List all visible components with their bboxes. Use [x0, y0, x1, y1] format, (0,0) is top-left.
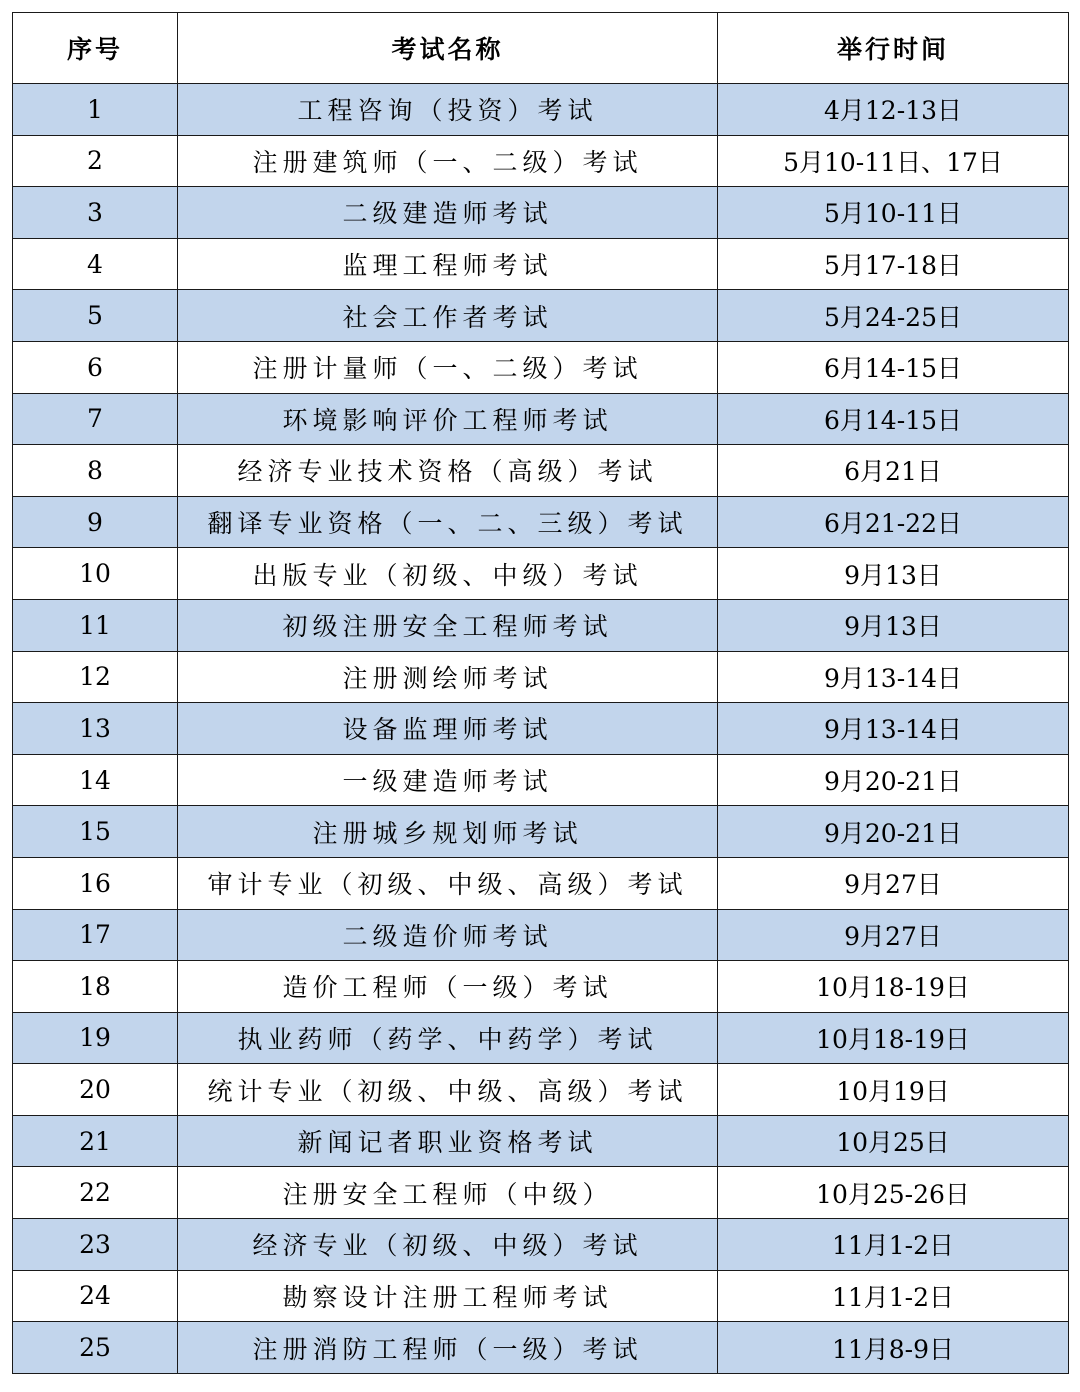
row-exam-name: 注册测绘师考试 [178, 651, 718, 703]
row-exam-name: 注册安全工程师（中级） [178, 1167, 718, 1219]
row-number: 24 [13, 1270, 178, 1322]
header-exam-date: 举行时间 [718, 13, 1069, 84]
table-row [13, 703, 1069, 755]
row-number: 9 [13, 496, 178, 548]
row-exam-date: 9月13日 [718, 548, 1069, 600]
row-number: 17 [13, 909, 178, 961]
table-row [13, 1219, 1069, 1271]
table-row [13, 290, 1069, 342]
row-exam-name: 注册城乡规划师考试 [178, 806, 718, 858]
row-exam-date: 10月18-19日 [718, 1012, 1069, 1064]
table-row [13, 961, 1069, 1013]
row-exam-date: 6月14-15日 [718, 393, 1069, 445]
row-exam-date: 6月14-15日 [718, 341, 1069, 393]
table-row [13, 548, 1069, 600]
row-number: 11 [13, 599, 178, 651]
row-exam-name: 二级造价师考试 [178, 909, 718, 961]
row-exam-date: 9月13-14日 [718, 651, 1069, 703]
row-number: 5 [13, 290, 178, 342]
row-exam-name: 二级建造师考试 [178, 187, 718, 239]
row-exam-date: 10月25日 [718, 1115, 1069, 1167]
row-number: 20 [13, 1064, 178, 1116]
row-exam-date: 9月20-21日 [718, 754, 1069, 806]
table-row [13, 1270, 1069, 1322]
row-exam-name: 初级注册安全工程师考试 [178, 599, 718, 651]
row-number: 6 [13, 341, 178, 393]
row-exam-date: 11月8-9日 [718, 1322, 1069, 1374]
row-exam-name: 环境影响评价工程师考试 [178, 393, 718, 445]
row-exam-name: 工程咨询（投资）考试 [178, 84, 718, 136]
row-exam-name: 勘察设计注册工程师考试 [178, 1270, 718, 1322]
row-exam-name: 经济专业技术资格（高级）考试 [178, 445, 718, 497]
table-row [13, 393, 1069, 445]
row-exam-date: 5月10-11日、17日 [718, 135, 1069, 187]
row-number: 25 [13, 1322, 178, 1374]
table-row [13, 909, 1069, 961]
row-exam-name: 监理工程师考试 [178, 238, 718, 290]
header-number: 序号 [13, 13, 178, 84]
row-exam-date: 5月17-18日 [718, 238, 1069, 290]
row-number: 18 [13, 961, 178, 1013]
row-exam-date: 5月24-25日 [718, 290, 1069, 342]
row-number: 2 [13, 135, 178, 187]
table-row [13, 754, 1069, 806]
row-exam-date: 6月21-22日 [718, 496, 1069, 548]
row-exam-date: 6月21日 [718, 445, 1069, 497]
table-row [13, 84, 1069, 136]
row-exam-name: 执业药师（药学、中药学）考试 [178, 1012, 718, 1064]
row-exam-name: 注册建筑师（一、二级）考试 [178, 135, 718, 187]
row-exam-date: 11月1-2日 [718, 1219, 1069, 1271]
table-row [13, 187, 1069, 239]
row-exam-name: 翻译专业资格（一、二、三级）考试 [178, 496, 718, 548]
row-exam-name: 经济专业（初级、中级）考试 [178, 1219, 718, 1271]
table-row [13, 599, 1069, 651]
row-exam-name: 设备监理师考试 [178, 703, 718, 755]
row-exam-date: 10月19日 [718, 1064, 1069, 1116]
row-exam-name: 造价工程师（一级）考试 [178, 961, 718, 1013]
row-exam-name: 新闻记者职业资格考试 [178, 1115, 718, 1167]
table-row [13, 651, 1069, 703]
exam-schedule-table [12, 12, 1069, 1374]
table-body [13, 84, 1069, 1374]
row-number: 16 [13, 857, 178, 909]
row-exam-date: 5月10-11日 [718, 187, 1069, 239]
table-row [13, 135, 1069, 187]
table-header-row [13, 13, 1069, 84]
row-exam-date: 10月18-19日 [718, 961, 1069, 1013]
row-number: 12 [13, 651, 178, 703]
row-exam-date: 9月20-21日 [718, 806, 1069, 858]
table-row [13, 1322, 1069, 1374]
row-exam-date: 4月12-13日 [718, 84, 1069, 136]
row-exam-name: 注册计量师（一、二级）考试 [178, 341, 718, 393]
row-exam-date: 10月25-26日 [718, 1167, 1069, 1219]
row-exam-name: 出版专业（初级、中级）考试 [178, 548, 718, 600]
row-number: 7 [13, 393, 178, 445]
row-number: 22 [13, 1167, 178, 1219]
row-number: 8 [13, 445, 178, 497]
row-number: 15 [13, 806, 178, 858]
table-row [13, 341, 1069, 393]
row-exam-date: 9月27日 [718, 909, 1069, 961]
row-exam-date: 9月13日 [718, 599, 1069, 651]
table-row [13, 496, 1069, 548]
row-number: 14 [13, 754, 178, 806]
table-row [13, 445, 1069, 497]
row-exam-date: 9月27日 [718, 857, 1069, 909]
row-exam-name: 注册消防工程师（一级）考试 [178, 1322, 718, 1374]
row-number: 21 [13, 1115, 178, 1167]
table-row [13, 1167, 1069, 1219]
row-exam-name: 审计专业（初级、中级、高级）考试 [178, 857, 718, 909]
row-number: 13 [13, 703, 178, 755]
row-exam-name: 一级建造师考试 [178, 754, 718, 806]
table-row [13, 1012, 1069, 1064]
row-exam-name: 社会工作者考试 [178, 290, 718, 342]
row-number: 10 [13, 548, 178, 600]
table-row [13, 1115, 1069, 1167]
table-row [13, 238, 1069, 290]
header-exam-name: 考试名称 [178, 13, 718, 84]
row-number: 4 [13, 238, 178, 290]
row-exam-date: 11月1-2日 [718, 1270, 1069, 1322]
row-number: 19 [13, 1012, 178, 1064]
table-row [13, 806, 1069, 858]
table-row [13, 857, 1069, 909]
row-number: 1 [13, 84, 178, 136]
row-exam-date: 9月13-14日 [718, 703, 1069, 755]
row-number: 3 [13, 187, 178, 239]
row-exam-name: 统计专业（初级、中级、高级）考试 [178, 1064, 718, 1116]
table-row [13, 1064, 1069, 1116]
row-number: 23 [13, 1219, 178, 1271]
